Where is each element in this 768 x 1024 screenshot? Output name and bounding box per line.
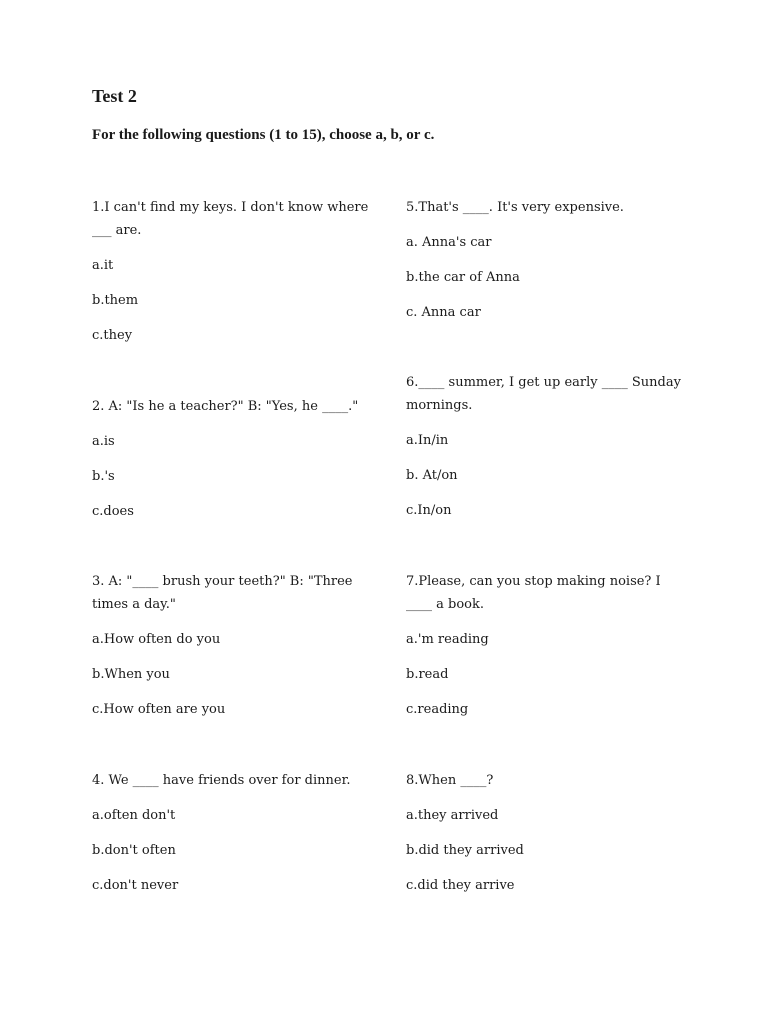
option-b: b.don't often — [92, 843, 176, 858]
option-c: c.don't never — [92, 878, 179, 893]
option-c: c.In/on — [406, 503, 452, 518]
option-b: b.'s — [92, 469, 115, 484]
question-text: 7.Please, can you stop making noise? I ____ a book. — [406, 574, 661, 612]
option-c: c.did they arrive — [406, 878, 515, 893]
option-a: a.In/in — [406, 433, 449, 448]
option-a: a.is — [92, 434, 115, 449]
option-c: c.they — [92, 328, 133, 343]
question-text: 5.That's ____. It's very expensive. — [406, 200, 624, 215]
option-c: c.does — [92, 504, 134, 519]
question-5 — [406, 196, 686, 324]
question-text: 3. A: "____ brush your teeth?" B: "Three times a day." — [92, 574, 353, 612]
question-text: 8.When ____? — [406, 773, 494, 788]
option-a: a.they arrived — [406, 808, 499, 823]
option-b: b.them — [92, 293, 139, 308]
question-6 — [406, 371, 686, 522]
option-c: c.reading — [406, 702, 469, 717]
option-a: a.'m reading — [406, 632, 489, 647]
option-a: a. Anna's car — [406, 235, 492, 250]
option-c: c. Anna car — [406, 305, 481, 320]
option-b: b.did they arrived — [406, 843, 524, 858]
option-c: c.How often are you — [92, 702, 226, 717]
page-title: Test 2 — [92, 86, 137, 106]
option-a: a.often don't — [92, 808, 176, 823]
question-4 — [92, 769, 372, 897]
question-7 — [406, 570, 686, 721]
question-text: 2. A: "Is he a teacher?" B: "Yes, he ____." — [92, 399, 359, 414]
option-b: b.the car of Anna — [406, 270, 520, 285]
option-a: a.How often do you — [92, 632, 221, 647]
question-text: 4. We ____ have friends over for dinner. — [92, 773, 351, 788]
question-8 — [406, 769, 686, 897]
question-3 — [92, 570, 372, 721]
question-2 — [92, 395, 372, 523]
question-text: 1.I can't find my keys. I don't know where ___ are. — [92, 200, 369, 238]
option-b: b. At/on — [406, 468, 458, 483]
instructions: For the following questions (1 to 15), choose a, b, or c. — [92, 127, 435, 143]
option-b: b.read — [406, 667, 449, 682]
option-b: b.When you — [92, 667, 170, 682]
question-1 — [92, 196, 372, 347]
option-a: a.it — [92, 258, 114, 273]
question-text: 6.____ summer, I get up early ____ Sunday mornings. — [406, 375, 681, 413]
